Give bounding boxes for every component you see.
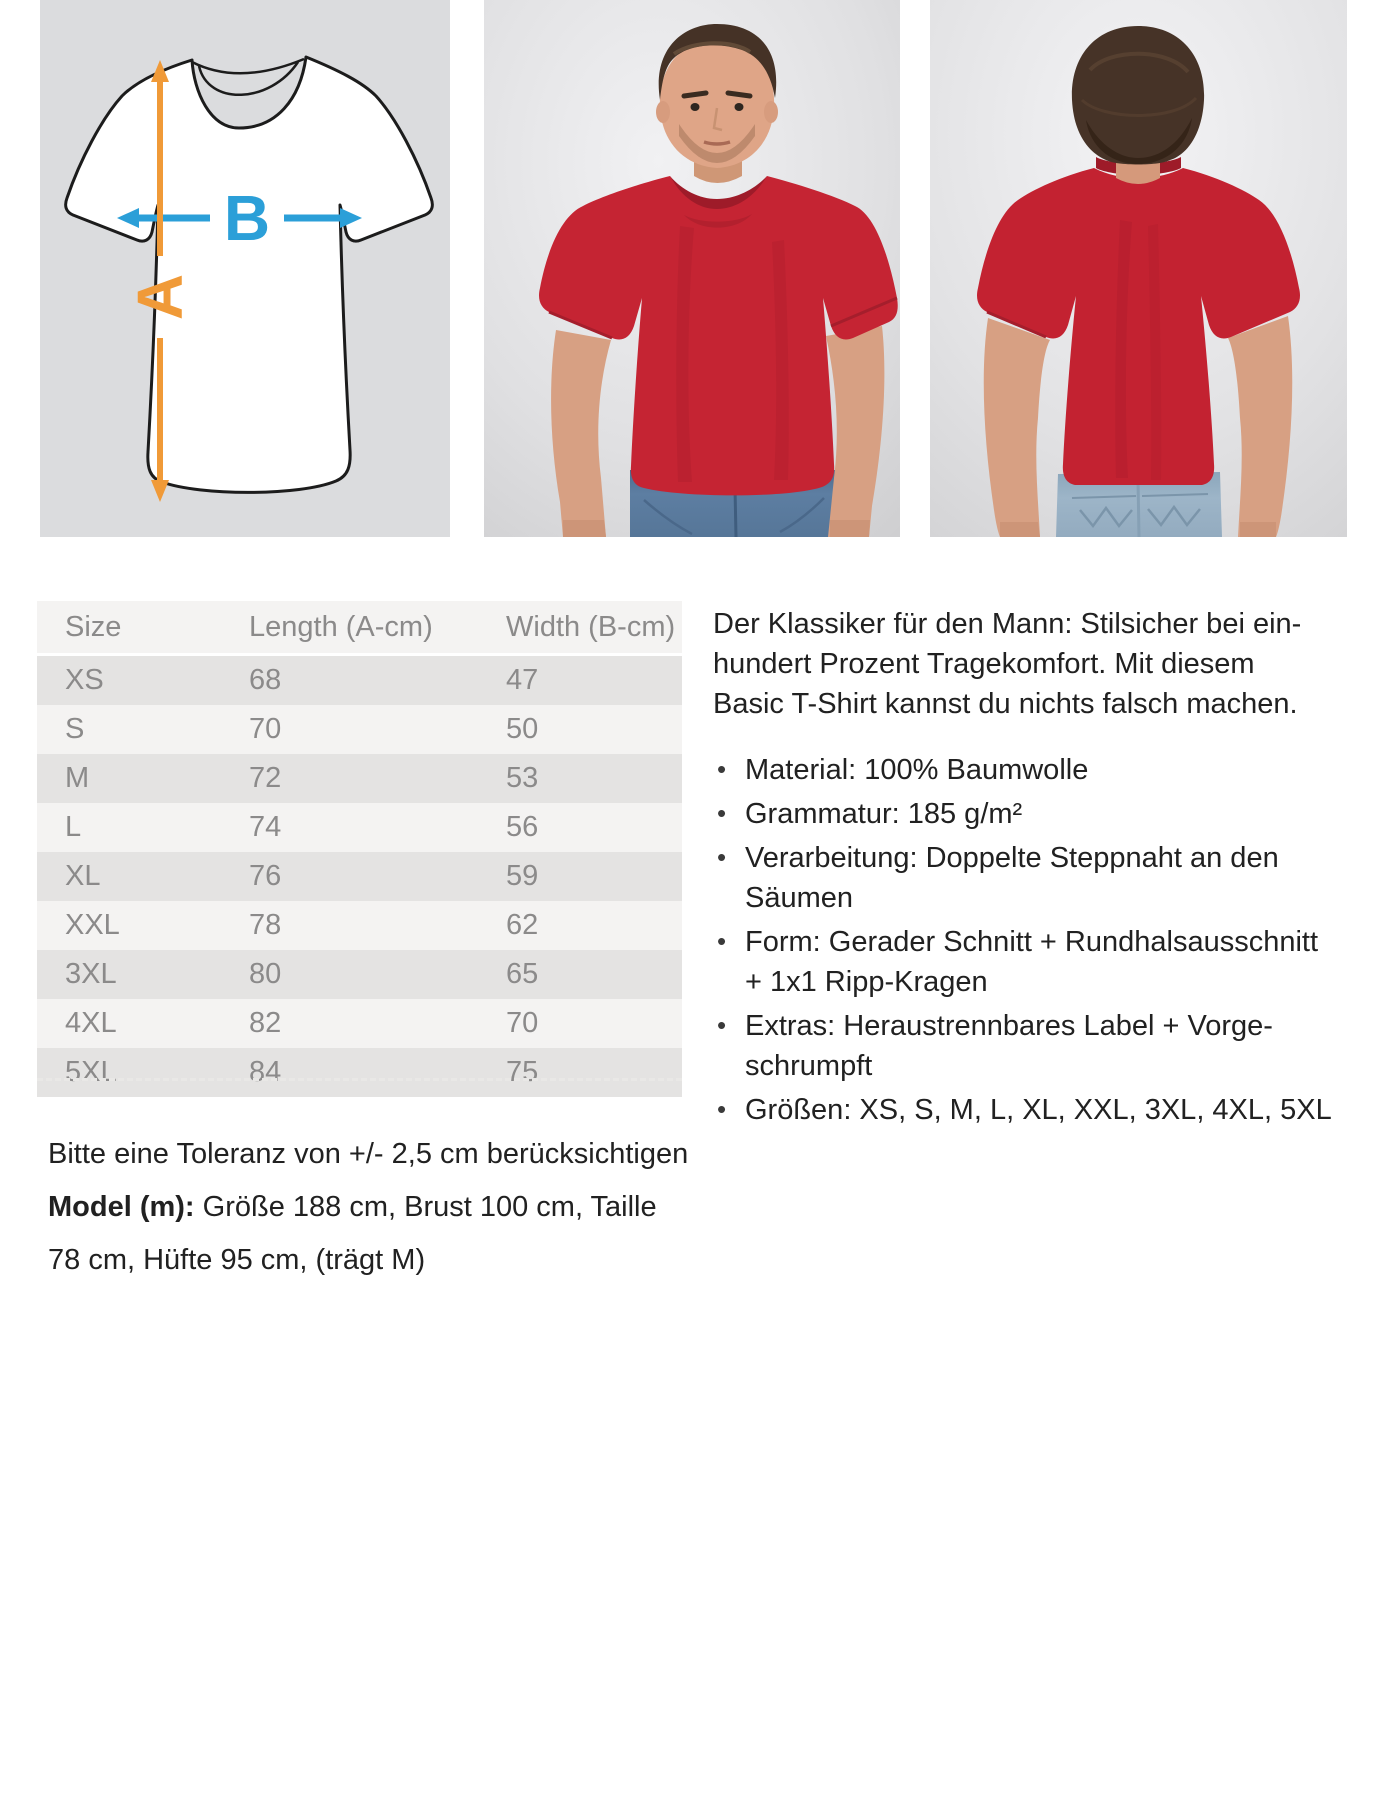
model-label: Model (m):: [48, 1191, 195, 1223]
size-cell: M: [37, 754, 248, 803]
feature-list: [713, 750, 1361, 1130]
bullet-icon: •: [717, 1094, 727, 1124]
size-cell: XS: [37, 655, 248, 706]
size-table-header-row: [37, 601, 682, 655]
col-header-length: Length (A-cm): [248, 601, 505, 655]
model-note-line2: 78 cm, Hüfte 95 cm, (trägt M): [48, 1244, 426, 1276]
width-cell: 75: [505, 1048, 682, 1097]
width-cell: 53: [505, 754, 682, 803]
bullet-icon: •: [717, 754, 727, 784]
product-photo-front: [484, 0, 900, 537]
size-diagram-image: [40, 0, 450, 537]
width-cell: 56: [505, 803, 682, 852]
label-b: B: [223, 182, 271, 254]
size-cell: L: [37, 803, 248, 852]
label-a: A: [124, 273, 196, 321]
table-row: [37, 950, 682, 999]
table-row: [37, 705, 682, 754]
size-cell: XL: [37, 852, 248, 901]
table-row: [37, 803, 682, 852]
size-cell: 3XL: [37, 950, 248, 999]
length-cell: 70: [248, 705, 505, 754]
bullet-icon: •: [717, 842, 727, 872]
width-cell: 47: [505, 655, 682, 706]
length-cell: 76: [248, 852, 505, 901]
table-row: [37, 655, 682, 706]
bullet-icon: •: [717, 1010, 727, 1040]
feature-material: • Material: 100% Baumwolle: [713, 750, 1361, 790]
back-photo-svg: [930, 0, 1347, 537]
width-cell: 59: [505, 852, 682, 901]
col-header-size: Size: [37, 601, 248, 655]
tolerance-note: Bitte eine Toleranz von +/- 2,5 cm berücksichtigen: [48, 1138, 689, 1170]
size-cell: 4XL: [37, 999, 248, 1048]
model-note-line1: Model (m): Größe 188 cm, Brust 100 cm, Taille: [48, 1191, 657, 1223]
width-cell: 70: [505, 999, 682, 1048]
width-cell: 62: [505, 901, 682, 950]
table-row: [37, 754, 682, 803]
feature-extras: • Extras: Heraustrennbares Label + Vorge- schrumpft: [713, 1006, 1361, 1086]
table-row: [37, 1048, 682, 1097]
length-cell: 78: [248, 901, 505, 950]
length-cell: 72: [248, 754, 505, 803]
length-cell: 80: [248, 950, 505, 999]
bullet-icon: •: [717, 926, 727, 956]
feature-verarbeitung: • Verarbeitung: Doppelte Steppnaht an den Säumen: [713, 838, 1361, 918]
table-row: [37, 852, 682, 901]
col-header-width: Width (B-cm): [505, 601, 682, 655]
size-cell: XXL: [37, 901, 248, 950]
measurement-notes: [48, 1128, 689, 1287]
length-cell: 82: [248, 999, 505, 1048]
front-photo-svg: [484, 0, 900, 537]
length-cell: 68: [248, 655, 505, 706]
length-cell: 74: [248, 803, 505, 852]
size-diagram-svg: [40, 0, 450, 537]
feature-groessen: • Größen: XS, S, M, L, XL, XXL, 3XL, 4XL, 5XL: [713, 1090, 1361, 1130]
size-table: [37, 601, 682, 1097]
table-row: [37, 999, 682, 1048]
feature-form: • Form: Gerader Schnitt + Rundhalsausschnitt + 1x1 Ripp-Kragen: [713, 922, 1361, 1002]
width-cell: 50: [505, 705, 682, 754]
width-cell: 65: [505, 950, 682, 999]
product-description: [713, 604, 1361, 1134]
length-cell: 84: [248, 1048, 505, 1097]
table-row: [37, 901, 682, 950]
size-cell: S: [37, 705, 248, 754]
description-intro: Der Klassiker für den Mann: Stilsicher bei ein- hundert Prozent Tragekomfort. Mit diesem Basic T-Shirt kannst du nichts falsch machen.: [713, 608, 1302, 720]
product-photo-back: [930, 0, 1347, 537]
feature-grammatur: • Grammatur: 185 g/m²: [713, 794, 1361, 834]
bullet-icon: •: [717, 798, 727, 828]
table-bottom-border: [37, 1078, 682, 1081]
size-cell: 5XL: [37, 1048, 248, 1097]
